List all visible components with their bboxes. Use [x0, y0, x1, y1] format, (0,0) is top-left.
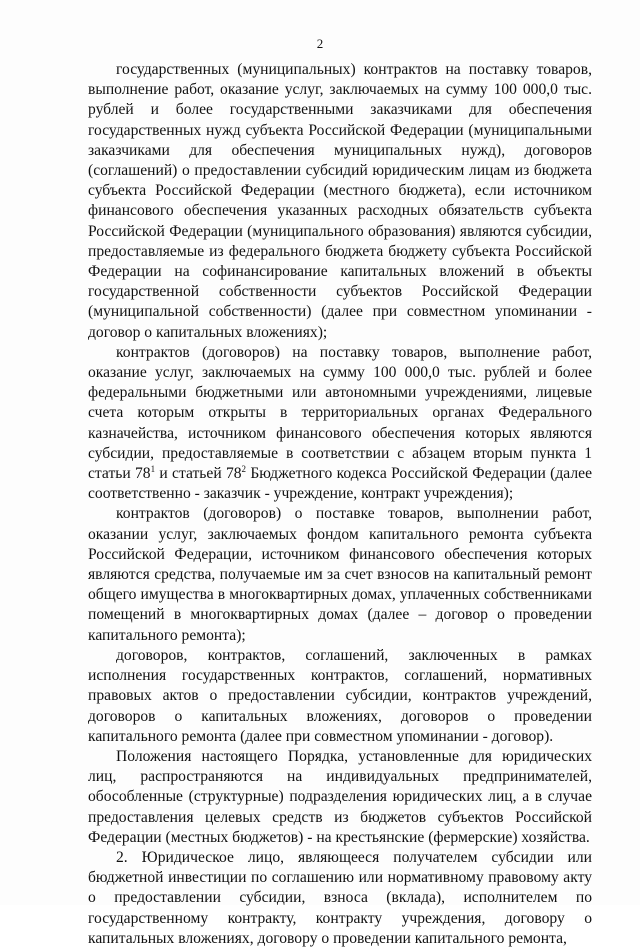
paragraph-text: контрактов (договоров) на поставку товаров, выполнение работ, оказание услуг, заключаемых на сумму 100 000,0 тыс. рублей и более федеральными бюджетными или автономными учреждениями, лицевые счета которым открыты в территориальных органах Федерального казначейства, источником финансового обеспечения которых являются субсидии, предоставляемые в соответствии с абзацем вторым пункта 1 статьи 78: [88, 343, 592, 483]
page-number: 2: [316, 36, 324, 51]
paragraph-contracts-institutions: [88, 343, 592, 505]
paragraph-item-2: 2. Юридическое лицо, являющееся получателем субсидии или бюджетной инвестиции по соглашению или нормативному правовому акту о предоставлении субсидии, взноса (вклада), исполнителем по государственному контракту, контракту учреждения, договору о капитальных вложениях, договору о проведении капитального ремонта,: [88, 848, 592, 947]
superscript: 2: [241, 463, 247, 474]
superscript: 1: [150, 463, 156, 474]
paragraph-text: Бюджетного кодекса Российской Федерации (далее соответственно - заказчик - учреждение, контракт учреждения);: [88, 465, 592, 503]
paragraph-agreements: договоров, контрактов, соглашений, заключенных в рамках исполнения государственных контрактов, соглашений, нормативных правовых актов о предоставлении субсидии, контрактов учреждений, договоров о капитальных вложениях, договоров о проведении капитального ремонта (далее при совместном упоминании - договор).: [88, 646, 592, 745]
paragraph-contracts-state: государственных (муниципальных) контрактов на поставку товаров, выполнение работ, оказание услуг, заключаемых на сумму 100 000,0 тыс. рублей и более государственными заказчиками для обеспечения государственных нужд субъекта Российской Федерации (муниципальными заказчиками для обеспечения муниципальных нужд), договоров (соглашений) о предоставлении субсидий юридическим лицам из бюджета субъекта Российской Федерации (местного бюджета), если источником финансового обеспечения указанных расходных обязательств субъекта Российской Федерации (муниципального образования) являются субсидии, предоставляемые из федерального бюджета бюджету субъекта Российской Федерации на софинансирование капитальных вложений в объекты государственной собственности субъектов Российской Федерации (муниципальной собственности) (далее при совместном упоминании - договор о капитальных вложениях);: [88, 61, 592, 341]
paragraph-capital-repair-fund: контрактов (договоров) о поставке товаров, выполнении работ, оказании услуг, заключаемых фондом капитального ремонта субъекта Российской Федерации, источником финансового обеспечения которых являются средства, получаемые им за счет взносов на капитальный ремонт общего имущества в многоквартирных домах, уплаченных собственниками помещений в многоквартирных домах (далее – договор о проведении капитального ремонта);: [88, 505, 592, 644]
paragraph-text: и статьей 78: [155, 465, 242, 483]
paragraph-provisions: Положения настоящего Порядка, установленные для юридических лиц, распространяются на индивидуальных предпринимателей, обособленные (структурные) подразделения юридических лиц, а в случае предоставления целевых средств из бюджетов субъектов Российской Федерации (местных бюджетов) - на крестьянские (фермерские) хозяйства.: [88, 747, 592, 846]
document-body: [88, 60, 592, 949]
